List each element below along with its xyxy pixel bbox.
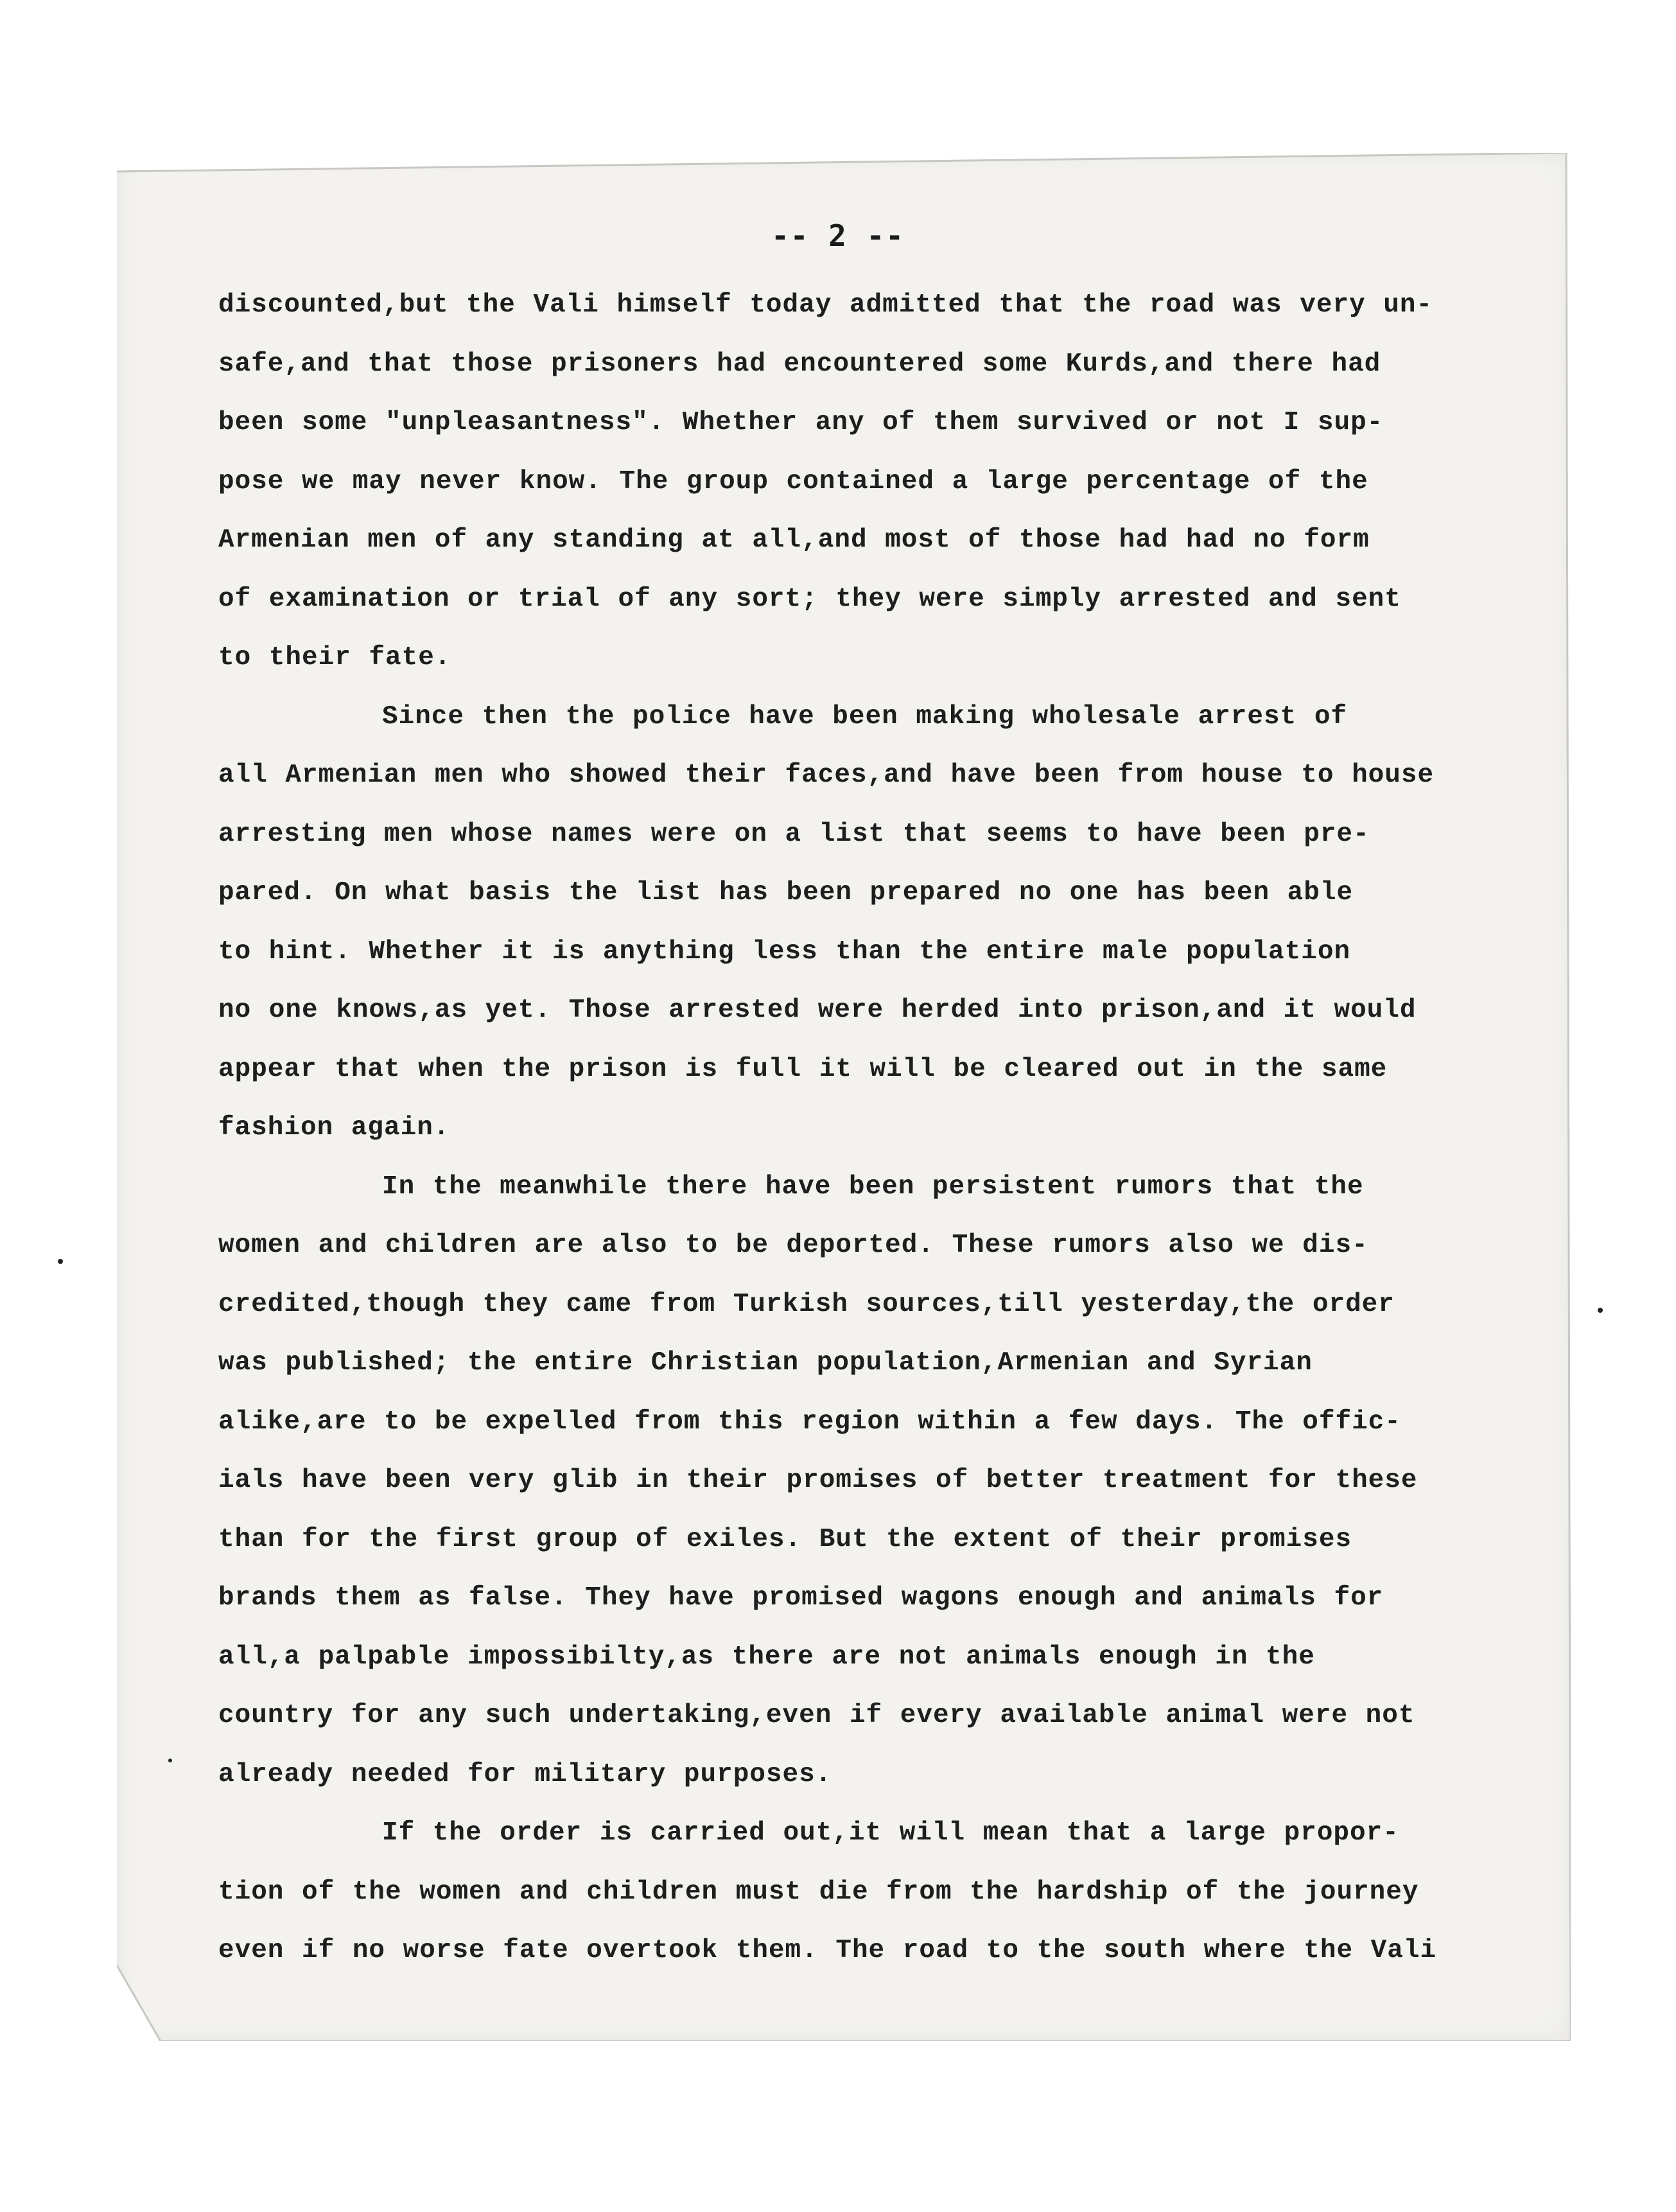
text-line: no one knows,as yet. Those arrested were herded into prison,and it would [218, 996, 1417, 1025]
scan-speck [168, 1759, 172, 1762]
paragraph-start-line: If the order is carried out,it will mean that a large propor- [382, 1818, 1399, 1848]
text-line: Armenian men of any standing at all,and most of those had had no form [218, 525, 1370, 555]
paragraph-start-line: In the meanwhile there have been persistent rumors that the [382, 1172, 1364, 1202]
text-line: arresting men whose names were on a list that seems to have been pre- [218, 819, 1370, 849]
scan-speck [58, 1259, 63, 1264]
text-line: discounted,but the Vali himself today admitted that the road was very un- [218, 290, 1433, 320]
text-line: pared. On what basis the list has been prepared no one has been able [218, 878, 1354, 908]
text-line: tion of the women and children must die from the hardship of the journey [218, 1877, 1419, 1907]
text-line: country for any such undertaking,even if every available animal were not [218, 1701, 1415, 1730]
text-line: already needed for military purposes. [218, 1759, 832, 1789]
text-line: of examination or trial of any sort; they were simply arrested and sent [218, 584, 1401, 614]
paragraph-start-line: Since then the police have been making wholesale arrest of [382, 701, 1348, 732]
text-line: women and children are also to be deported. These rumors also we dis- [218, 1231, 1368, 1260]
text-line: all Armenian men who showed their faces,and have been from house to house [218, 760, 1435, 790]
text-line: brands them as false. They have promised wagons enough and animals for [218, 1583, 1384, 1613]
letter-body [218, 276, 1490, 1981]
text-line: to their fate. [218, 643, 451, 672]
text-line: been some "unpleasantness". Whether any of them survived or not I sup- [218, 408, 1384, 437]
page-number: -- 2 -- [771, 218, 905, 253]
text-line: fashion again. [218, 1113, 450, 1143]
text-line: pose we may never know. The group contained a large percentage of the [218, 466, 1368, 496]
text-line: all,a palpable impossibilty,as there are not animals enough in the [218, 1642, 1315, 1672]
text-line: even if no worse fate overtook them. The road to the south where the Vali [218, 1936, 1437, 1965]
text-line: appear that when the prison is full it will be cleared out in the same [218, 1054, 1388, 1084]
text-line: credited,though they came from Turkish sources,till yesterday,the order [218, 1289, 1395, 1319]
text-line: alike,are to be expelled from this region within a few days. The offic- [218, 1407, 1401, 1437]
text-line: ials have been very glib in their promises of better treatment for these [218, 1466, 1418, 1495]
text-line: safe,and that those prisoners had encountered some Kurds,and there had [218, 349, 1381, 379]
text-line: to hint. Whether it is anything less than the entire male population [218, 936, 1351, 967]
scan-speck [1598, 1308, 1603, 1313]
text-line: than for the first group of exiles. But the extent of their promises [218, 1524, 1352, 1554]
text-line: was published; the entire Christian population,Armenian and Syrian [218, 1348, 1313, 1378]
